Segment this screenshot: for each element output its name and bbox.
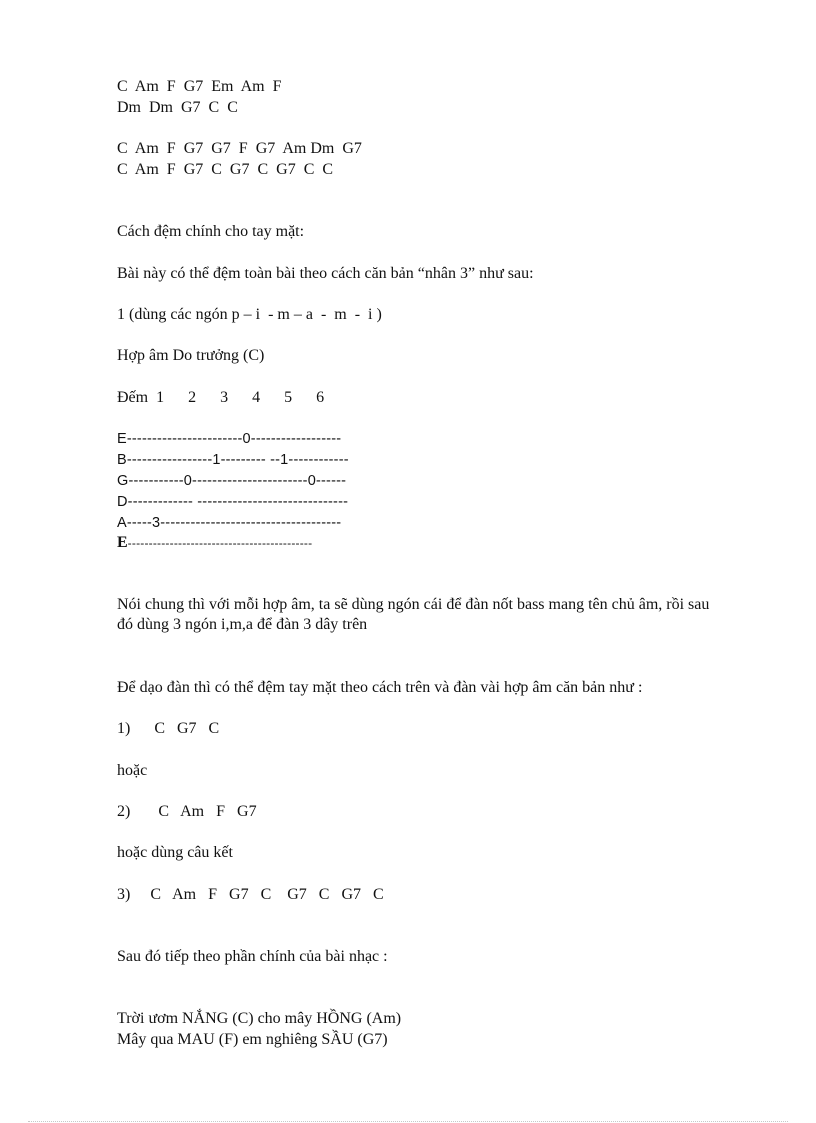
- description-line: Bài này có thể đệm toàn bài theo cách căn bản “nhân 3” như sau:: [117, 265, 534, 282]
- practice-option-3: 3) C Am F G7 C G7 C G7 C: [117, 886, 384, 903]
- lyric-line-2: Mây qua MAU (F) em nghiêng SẦU (G7): [117, 1031, 388, 1048]
- tab-string-e-low: [117, 533, 312, 553]
- section-heading: Cách đệm chính cho tay mặt:: [117, 223, 305, 240]
- page-bottom-divider: [28, 1121, 788, 1122]
- tab-string-a: A-----3------------------------------------: [117, 515, 342, 531]
- chord-row-4: C Am F G7 C G7 C G7 C C: [117, 161, 334, 178]
- practice-or-1: hoặc: [117, 762, 148, 779]
- tab-string-e-high: E-----------------------0------------------: [117, 431, 342, 447]
- explanation-paragraph: Nói chung thì với mỗi hợp âm, ta sẽ dùng ngón cái để đàn nốt bass mang tên chủ âm, rồi sau đó dùng 3 ngón i,m,a để đàn 3 dây trên: [117, 596, 710, 633]
- chord-row-3: C Am F G7 G7 F G7 Am Dm G7: [117, 140, 362, 157]
- tab-string-e-low-label: E: [117, 534, 128, 551]
- chord-row-1: C Am F G7 Em Am F: [117, 78, 282, 95]
- practice-or-2: hoặc dùng câu kết: [117, 844, 233, 861]
- main-part-heading: Sau đó tiếp theo phần chính của bài nhạc :: [117, 948, 388, 965]
- chord-name-line: Hợp âm Do trưởng (C): [117, 347, 265, 364]
- tab-string-e-low-rest: --------------------------------------------: [127, 536, 313, 550]
- practice-intro: Để dạo đàn thì có thể đệm tay mặt theo cách trên và đàn vài hợp âm căn bản như :: [117, 679, 643, 696]
- fingering-line: 1 (dùng các ngón p – i - m – a - m - i ): [117, 306, 382, 323]
- count-line: Đếm 1 2 3 4 5 6: [117, 389, 325, 406]
- tab-string-b: B-----------------1--------- --1------------: [117, 452, 349, 468]
- practice-option-2: 2) C Am F G7: [117, 803, 257, 820]
- lyric-line-1: Trời ươm NẮNG (C) cho mây HỒNG (Am): [117, 1010, 402, 1027]
- tab-string-g: G-----------0-----------------------0------: [117, 473, 347, 489]
- tab-string-d: D------------- ------------------------------: [117, 494, 349, 510]
- practice-option-1: 1) C G7 C: [117, 720, 220, 737]
- chord-row-2: Dm Dm G7 C C: [117, 99, 238, 116]
